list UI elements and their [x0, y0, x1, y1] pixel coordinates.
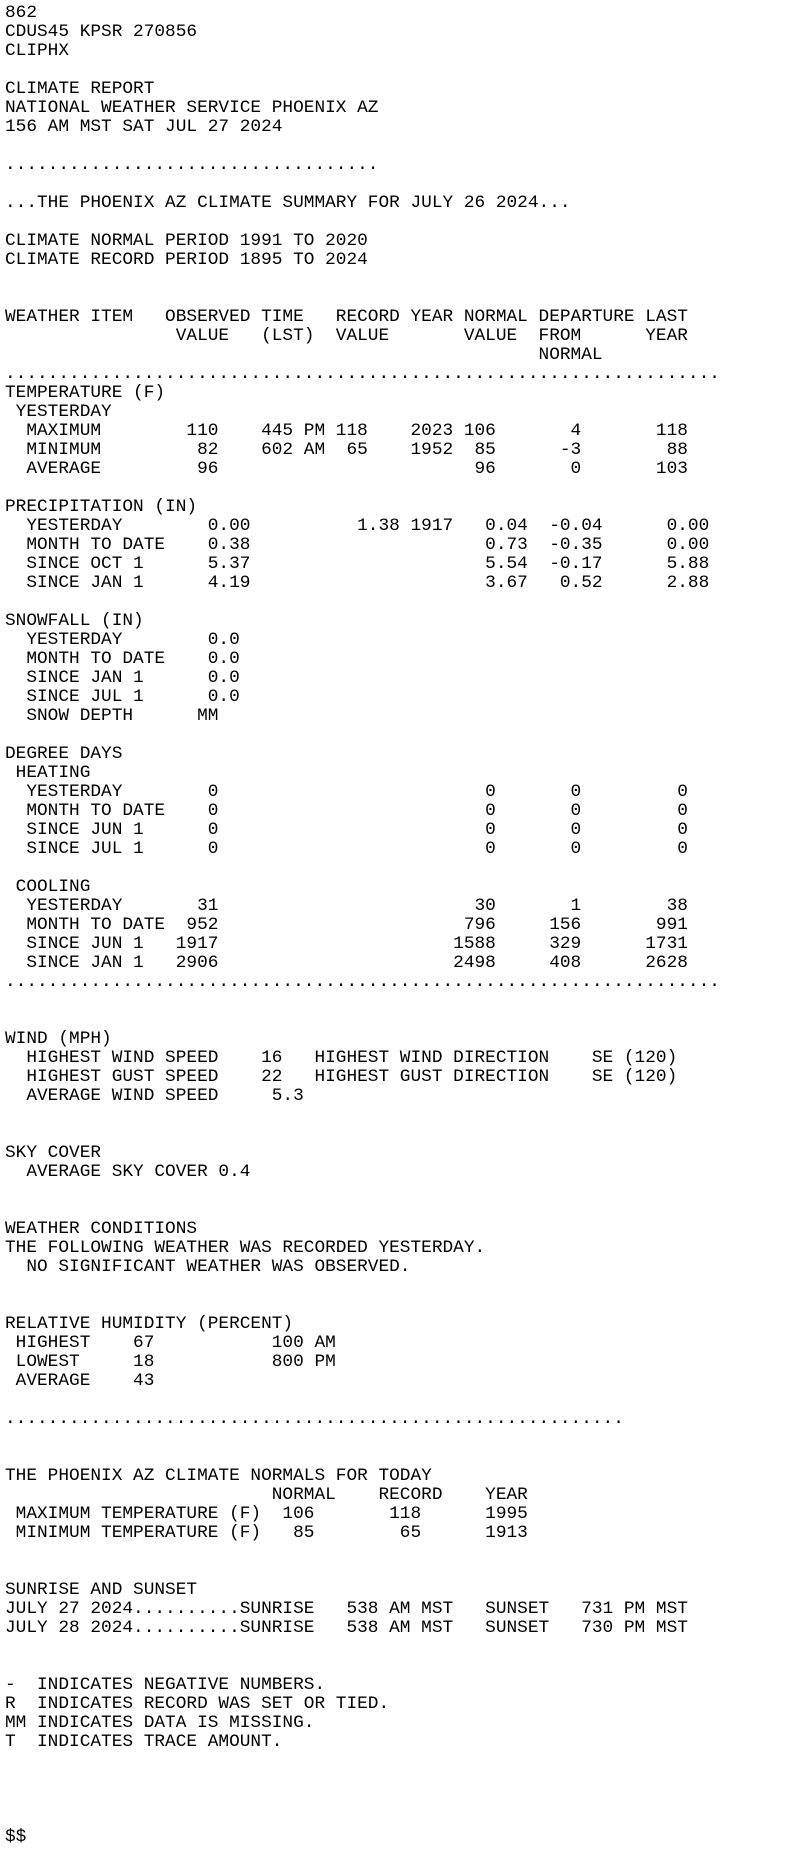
report-line: SINCE JAN 1 2906 2498 408 2628 — [5, 953, 688, 973]
report-line: SINCE JAN 1 0.0 — [5, 668, 240, 688]
report-line: AVERAGE 43 — [5, 1371, 155, 1391]
report-line: 862 — [5, 3, 38, 23]
report-line: MINIMUM 82 602 AM 65 1952 85 -3 88 — [5, 440, 688, 460]
report-line — [5, 270, 810, 289]
report-line — [5, 1296, 810, 1315]
report-line: THE FOLLOWING WEATHER WAS RECORDED YESTERDAY. — [5, 1238, 486, 1258]
report-line — [5, 213, 810, 232]
report-line: NORMAL RECORD YEAR — [5, 1485, 528, 1505]
report-line — [5, 61, 810, 80]
report-line: WEATHER ITEM OBSERVED TIME RECORD YEAR NORMAL DEPARTURE LAST — [5, 307, 688, 327]
report-line: AVERAGE 96 96 0 103 — [5, 459, 688, 479]
report-line: SINCE JUL 1 0.0 — [5, 687, 240, 707]
report-line: THE PHOENIX AZ CLIMATE NORMALS FOR TODAY — [5, 1466, 432, 1486]
report-line — [5, 1125, 810, 1144]
report-line: CLIPHX — [5, 41, 70, 61]
report-line: MONTH TO DATE 0 0 0 0 — [5, 801, 688, 821]
report-line — [5, 1790, 810, 1809]
report-line: YESTERDAY 0.0 — [5, 630, 240, 650]
report-line: YESTERDAY 31 30 1 38 — [5, 896, 688, 916]
report-line: NATIONAL WEATHER SERVICE PHOENIX AZ — [5, 98, 379, 118]
report-line: MAXIMUM 110 445 PM 118 2023 106 4 118 — [5, 421, 688, 441]
report-line: HIGHEST 67 100 AM — [5, 1333, 336, 1353]
report-line: WEATHER CONDITIONS — [5, 1219, 198, 1239]
report-line — [5, 175, 810, 194]
report-line: SINCE OCT 1 5.37 5.54 -0.17 5.88 — [5, 554, 710, 574]
report-line: TEMPERATURE (F) — [5, 383, 166, 403]
report-line: YESTERDAY — [5, 402, 112, 422]
report-line: PRECIPITATION (IN) — [5, 497, 198, 517]
report-line: ................................................................... — [5, 364, 720, 384]
report-line: MONTH TO DATE 0.38 0.73 -0.35 0.00 — [5, 535, 710, 555]
report-line: CDUS45 KPSR 270856 — [5, 22, 198, 42]
report-line — [5, 1011, 810, 1030]
report-line: CLIMATE REPORT — [5, 79, 155, 99]
report-line: R INDICATES RECORD WAS SET OR TIED. — [5, 1694, 390, 1714]
report-line: AVERAGE WIND SPEED 5.3 — [5, 1086, 304, 1106]
report-line: 156 AM MST SAT JUL 27 2024 — [5, 117, 283, 137]
report-line: HEATING — [5, 763, 91, 783]
report-line: NORMAL — [5, 345, 603, 365]
report-line — [5, 1752, 810, 1771]
report-line: LOWEST 18 800 PM — [5, 1352, 336, 1372]
report-line — [5, 1657, 810, 1676]
report-line — [5, 1771, 810, 1790]
report-line: CLIMATE NORMAL PERIOD 1991 TO 2020 — [5, 231, 368, 251]
report-line: ................................... — [5, 155, 379, 175]
report-line: SNOWFALL (IN) — [5, 611, 144, 631]
report-line: HIGHEST WIND SPEED 16 HIGHEST WIND DIRECTION SE (120) — [5, 1048, 678, 1068]
report-line: JULY 28 2024..........SUNRISE 538 AM MST SUNSET 730 PM MST — [5, 1618, 688, 1638]
report-line — [5, 479, 810, 498]
report-line: JULY 27 2024..........SUNRISE 538 AM MST SUNSET 731 PM MST — [5, 1599, 688, 1619]
report-line: VALUE (LST) VALUE VALUE FROM YEAR — [5, 326, 688, 346]
report-line: COOLING — [5, 877, 91, 897]
report-line: YESTERDAY 0.00 1.38 1917 0.04 -0.04 0.00 — [5, 516, 710, 536]
report-line — [5, 1429, 810, 1448]
report-line — [5, 593, 810, 612]
report-line: $$ — [5, 1827, 27, 1847]
report-line: YESTERDAY 0 0 0 0 — [5, 782, 688, 802]
report-line: SKY COVER — [5, 1143, 102, 1163]
report-line: MONTH TO DATE 0.0 — [5, 649, 240, 669]
report-line: WIND (MPH) — [5, 1029, 112, 1049]
report-line: .......................................................... — [5, 1409, 624, 1429]
report-line: MINIMUM TEMPERATURE (F) 85 65 1913 — [5, 1523, 528, 1543]
report-line — [5, 992, 810, 1011]
report-line — [5, 1182, 810, 1201]
report-line — [5, 1106, 810, 1125]
report-line: ...THE PHOENIX AZ CLIMATE SUMMARY FOR JULY 26 2024... — [5, 193, 571, 213]
report-line: SINCE JUN 1 1917 1588 329 1731 — [5, 934, 688, 954]
report-line — [5, 1277, 810, 1296]
report-line: MONTH TO DATE 952 796 156 991 — [5, 915, 688, 935]
report-line — [5, 1809, 810, 1828]
report-line: SINCE JAN 1 4.19 3.67 0.52 2.88 — [5, 573, 710, 593]
report-line: NO SIGNIFICANT WEATHER WAS OBSERVED. — [5, 1257, 411, 1277]
report-line — [5, 1543, 810, 1562]
report-line: - INDICATES NEGATIVE NUMBERS. — [5, 1675, 326, 1695]
report-line: AVERAGE SKY COVER 0.4 — [5, 1162, 251, 1182]
report-line — [5, 859, 810, 878]
report-line: ................................................................... — [5, 972, 720, 992]
report-line — [5, 137, 810, 156]
report-line: DEGREE DAYS — [5, 744, 123, 764]
report-line — [5, 1201, 810, 1220]
report-line: SUNRISE AND SUNSET — [5, 1580, 198, 1600]
report-line: SNOW DEPTH MM — [5, 706, 219, 726]
report-line: MM INDICATES DATA IS MISSING. — [5, 1713, 315, 1733]
report-line: T INDICATES TRACE AMOUNT. — [5, 1732, 283, 1752]
report-line — [5, 1562, 810, 1581]
report-line — [5, 1391, 810, 1410]
report-line: HIGHEST GUST SPEED 22 HIGHEST GUST DIRECTION SE (120) — [5, 1067, 678, 1087]
report-line — [5, 726, 810, 745]
report-line — [5, 1448, 810, 1467]
report-line: RELATIVE HUMIDITY (PERCENT) — [5, 1314, 294, 1334]
report-line: CLIMATE RECORD PERIOD 1895 TO 2024 — [5, 250, 368, 270]
report-line: MAXIMUM TEMPERATURE (F) 106 118 1995 — [5, 1504, 528, 1524]
report-line — [5, 289, 810, 308]
report-line — [5, 1638, 810, 1657]
report-line: SINCE JUL 1 0 0 0 0 — [5, 839, 688, 859]
report-line: SINCE JUN 1 0 0 0 0 — [5, 820, 688, 840]
